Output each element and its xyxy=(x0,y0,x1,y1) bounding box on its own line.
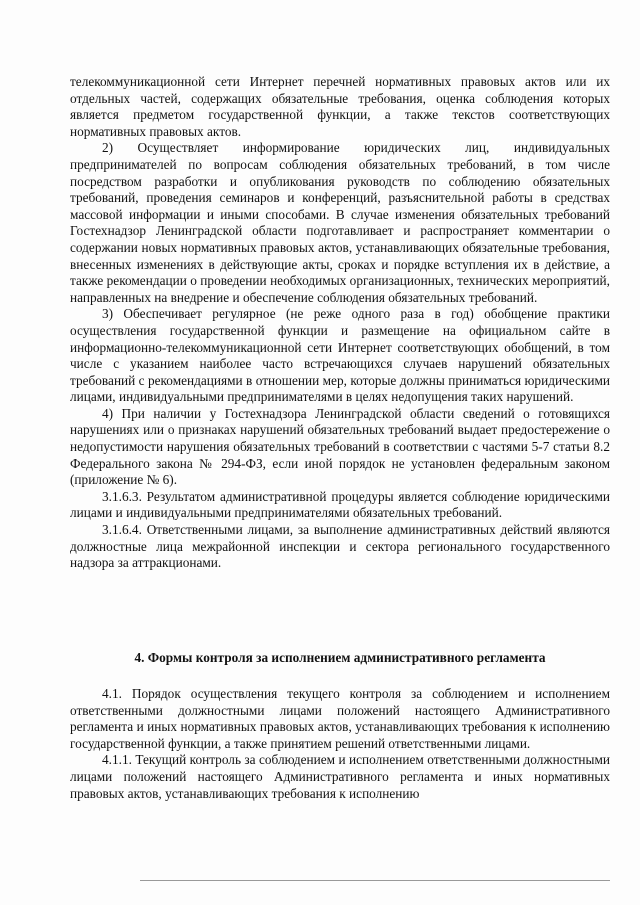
paragraph-3-1-6-3: 3.1.6.3. Результатом административной процедуры является соблюдение юридическими лицами и индивидуальными предпринимателями обязательных требований. xyxy=(70,488,610,521)
paragraph-4-1-1: 4.1.1. Текущий контроль за соблюдением и исполнением ответственными должностными лицами положений настоящего Административного регламента и иных нормативных правовых актов, устанавливающих требования к исполнению xyxy=(70,752,610,801)
paragraph-item-4: 4) При наличии у Гостехнадзора Ленинградской области сведений о готовящихся нарушениях или о признаках нарушений обязательных требований выдает предостережение о недопустимости нарушения обязательных требований в соответствии с частями 5-7 статьи 8.2 Федерального закона № 294-ФЗ, если иной порядок не установлен федеральным законом (приложение № 6). xyxy=(70,405,610,488)
paragraph-4-1: 4.1. Порядок осуществления текущего контроля за соблюдением и исполнением ответственными должностными лицами положений настоящего Административного регламента и иных нормативных правовых актов, устанавливающих требования к исполнению государственной функции, а также принятием решений ответственными лицами. xyxy=(70,686,610,751)
paragraph-item-2: 2) Осуществляет информирование юридических лиц, индивидуальных предпринимателей по вопросам соблюдения обязательных требований, в том числе посредством разработки и опубликования руководств по соблюдению обязательных требований, проведения семинаров и конференций, разъяснительной работы в средствах массовой информации и иными способами. В случае изменения обязательных требований Гостехнадзор Ленинградской области подготавливает и распространяет комментарии о содержании новых нормативных правовых актов, устанавливающих обязательные требования, внесенных изменениях в действующие акты, сроках и порядке вступления их в действие, а также рекомендации о проведении необходимых организационных, технических мероприятий, направленных на внедрение и обеспечение соблюдения обязательных требований. xyxy=(70,140,610,305)
paragraph-continuation: телекоммуникационной сети Интернет перечней нормативных правовых актов или их отдельных частей, содержащих обязательные требования, оценка соблюдения которых является предметом государственной функции, а также текстов соответствующих нормативных правовых актов. xyxy=(70,74,610,139)
paragraph-item-3: 3) Обеспечивает регулярное (не реже одного раза в год) обобщение практики осуществления государственной функции и размещение на официальном сайте в информационно-телекоммуникационной сети Интернет соответствующих обобщений, в том числе с указанием наиболее часто встречающихся случаев нарушений обязательных требований с рекомендациями в отношении мер, которые должны приниматься юридическими лицами, индивидуальными предпринимателями в целях недопущения таких нарушений. xyxy=(70,306,610,405)
footer-rule xyxy=(140,880,610,881)
body-text-bottom xyxy=(70,686,610,802)
section-heading: 4. Формы контроля за исполнением административного регламента xyxy=(134,650,546,665)
body-text-top xyxy=(70,74,610,572)
paragraph-3-1-6-4: 3.1.6.4. Ответственными лицами, за выполнение административных действий являются должностные лица межрайонной инспекции и сектора регионального государственного надзора за аттракционами. xyxy=(70,522,610,571)
